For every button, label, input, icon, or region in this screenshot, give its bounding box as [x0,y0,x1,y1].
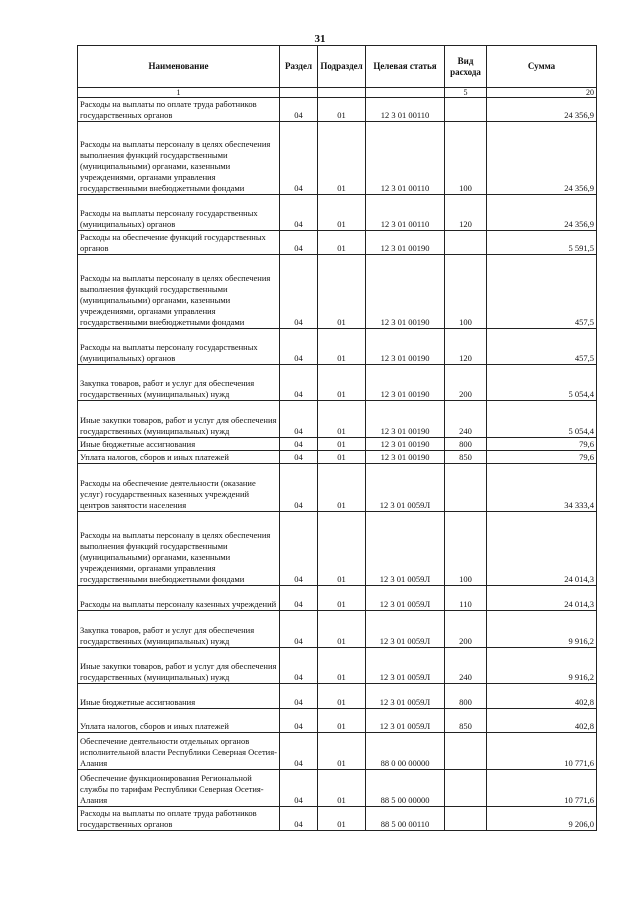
row-section: 04 [280,807,318,831]
row-kind [445,807,487,831]
row-section: 04 [280,512,318,586]
table-row [78,329,597,365]
row-section: 04 [280,770,318,807]
row-kind: 120 [445,195,487,231]
row-sum: 10 771,6 [487,733,597,770]
row-section: 04 [280,438,318,451]
row-name: Закупка товаров, работ и услуг для обеспечения государственных (муниципальных) нужд [78,365,280,401]
row-subsection: 01 [318,231,366,255]
table-row [78,611,597,648]
row-name: Закупка товаров, работ и услуг для обеспечения государственных (муниципальных) нужд [78,611,280,648]
table-row [78,684,597,709]
row-sum: 79,6 [487,451,597,464]
row-kind [445,231,487,255]
colnum-3 [318,88,366,98]
table-row [78,464,597,512]
row-kind: 850 [445,451,487,464]
row-name: Иные бюджетные ассигнования [78,684,280,709]
row-subsection: 01 [318,255,366,329]
row-kind: 240 [445,648,487,684]
colnum-4 [366,88,445,98]
row-kind: 110 [445,586,487,611]
row-sum: 5 054,4 [487,365,597,401]
row-subsection: 01 [318,586,366,611]
row-kind: 200 [445,365,487,401]
row-subsection: 01 [318,401,366,438]
row-article: 12 3 01 00190 [366,401,445,438]
row-name: Расходы на выплаты персоналу в целях обеспечения выполнения функций государственными (муниципальными) органами, казенными учреждениями, органами управления государственными внебюджетными фондами [78,255,280,329]
row-subsection: 01 [318,195,366,231]
row-section: 04 [280,401,318,438]
row-kind: 120 [445,329,487,365]
table-row [78,807,597,831]
colnum-5: 5 [445,88,487,98]
row-sum: 5 054,4 [487,401,597,438]
row-kind: 800 [445,684,487,709]
row-subsection: 01 [318,807,366,831]
row-section: 04 [280,231,318,255]
row-sum: 24 014,3 [487,586,597,611]
row-sum: 24 356,9 [487,98,597,122]
row-article: 12 3 01 0059Л [366,586,445,611]
column-number-row [78,88,597,98]
row-article: 12 3 01 00190 [366,438,445,451]
row-sum: 24 356,9 [487,195,597,231]
table-row [78,451,597,464]
row-section: 04 [280,329,318,365]
table-row [78,733,597,770]
row-name: Иные закупки товаров, работ и услуг для обеспечения государственных (муниципальных) нужд [78,648,280,684]
row-name: Обеспечение деятельности отдельных органов исполнительной власти Республики Северная Осетия-Алания [78,733,280,770]
table-row [78,648,597,684]
row-name: Расходы на обеспечение функций государственных органов [78,231,280,255]
row-kind: 100 [445,512,487,586]
table-row [78,365,597,401]
row-sum: 9 206,0 [487,807,597,831]
row-article: 12 3 01 0059Л [366,709,445,733]
row-section: 04 [280,451,318,464]
row-sum: 24 356,9 [487,122,597,195]
colnum-6: 20 [487,88,597,98]
row-sum: 9 916,2 [487,611,597,648]
table-row [78,438,597,451]
row-kind [445,98,487,122]
row-subsection: 01 [318,770,366,807]
table-row [78,255,597,329]
header-kind: Вид расхода [445,46,487,88]
row-name: Расходы на выплаты персоналу в целях обеспечения выполнения функций государственными (муниципальными) органами, казенными учреждениями, органами управления государственными внебюджетными фондами [78,122,280,195]
row-sum: 402,8 [487,709,597,733]
row-sum: 457,5 [487,329,597,365]
row-name: Уплата налогов, сборов и иных платежей [78,709,280,733]
row-kind: 800 [445,438,487,451]
table-row [78,98,597,122]
row-name: Расходы на выплаты персоналу казенных учреждений [78,586,280,611]
row-sum: 79,6 [487,438,597,451]
table-row [78,770,597,807]
row-article: 12 3 01 00190 [366,365,445,401]
row-sum: 24 014,3 [487,512,597,586]
row-name: Иные закупки товаров, работ и услуг для обеспечения государственных (муниципальных) нужд [78,401,280,438]
header-row [78,46,597,88]
row-subsection: 01 [318,438,366,451]
header-subsection: Подраздел [318,46,366,88]
row-kind: 240 [445,401,487,438]
row-sum: 34 333,4 [487,464,597,512]
row-subsection: 01 [318,98,366,122]
row-name: Иные бюджетные ассигнования [78,438,280,451]
row-sum: 5 591,5 [487,231,597,255]
row-sum: 10 771,6 [487,770,597,807]
row-article: 12 3 01 00190 [366,255,445,329]
row-subsection: 01 [318,451,366,464]
colnum-2 [280,88,318,98]
row-section: 04 [280,684,318,709]
row-article: 12 3 01 0059Л [366,611,445,648]
row-section: 04 [280,195,318,231]
row-name: Уплата налогов, сборов и иных платежей [78,451,280,464]
row-name: Расходы на выплаты по оплате труда работников государственных органов [78,807,280,831]
table-row [78,122,597,195]
row-kind: 100 [445,122,487,195]
row-subsection: 01 [318,648,366,684]
row-name: Расходы на обеспечение деятельности (оказание услуг) государственных казенных учреждений центров занятости населения [78,464,280,512]
header-sum: Сумма [487,46,597,88]
row-subsection: 01 [318,464,366,512]
table-row [78,512,597,586]
row-section: 04 [280,709,318,733]
row-section: 04 [280,122,318,195]
expenditure-table [77,45,597,831]
row-article: 12 3 01 00110 [366,122,445,195]
row-sum: 402,8 [487,684,597,709]
page-number: 31 [314,33,326,45]
row-subsection: 01 [318,709,366,733]
row-name: Расходы на выплаты персоналу государственных (муниципальных) органов [78,195,280,231]
row-article: 88 0 00 00000 [366,733,445,770]
row-article: 12 3 01 00190 [366,451,445,464]
header-name: Наименование [78,46,280,88]
row-kind: 100 [445,255,487,329]
row-subsection: 01 [318,611,366,648]
header-article: Целевая статья [366,46,445,88]
row-section: 04 [280,98,318,122]
row-section: 04 [280,611,318,648]
row-article: 88 5 00 00000 [366,770,445,807]
row-subsection: 01 [318,122,366,195]
row-kind [445,464,487,512]
row-article: 12 3 01 0059Л [366,512,445,586]
row-article: 12 3 01 00110 [366,98,445,122]
row-section: 04 [280,648,318,684]
row-kind: 200 [445,611,487,648]
row-name: Расходы на выплаты персоналу государственных (муниципальных) органов [78,329,280,365]
table-row [78,586,597,611]
row-article: 12 3 01 0059Л [366,684,445,709]
row-section: 04 [280,586,318,611]
row-sum: 457,5 [487,255,597,329]
row-article: 12 3 01 0059Л [366,648,445,684]
row-article: 12 3 01 0059Л [366,464,445,512]
colnum-1: 1 [78,88,280,98]
row-sum: 9 916,2 [487,648,597,684]
row-name: Расходы на выплаты по оплате труда работников государственных органов [78,98,280,122]
row-subsection: 01 [318,365,366,401]
row-article: 12 3 01 00190 [366,329,445,365]
table-row [78,231,597,255]
row-section: 04 [280,733,318,770]
row-article: 12 3 01 00110 [366,195,445,231]
row-kind [445,733,487,770]
row-section: 04 [280,464,318,512]
table-row [78,709,597,733]
table-row [78,195,597,231]
row-subsection: 01 [318,733,366,770]
row-name: Обеспечение функционирования Региональной службы по тарифам Республики Северная Осетия-Алания [78,770,280,807]
table-row [78,401,597,438]
row-kind [445,770,487,807]
row-article: 88 5 00 00110 [366,807,445,831]
row-name: Расходы на выплаты персоналу в целях обеспечения выполнения функций государственными (муниципальными) органами, казенными учреждениями, органами управления государственными внебюджетными фондами [78,512,280,586]
row-subsection: 01 [318,329,366,365]
row-article: 12 3 01 00190 [366,231,445,255]
row-section: 04 [280,255,318,329]
row-subsection: 01 [318,512,366,586]
row-kind: 850 [445,709,487,733]
row-subsection: 01 [318,684,366,709]
row-section: 04 [280,365,318,401]
header-section: Раздел [280,46,318,88]
